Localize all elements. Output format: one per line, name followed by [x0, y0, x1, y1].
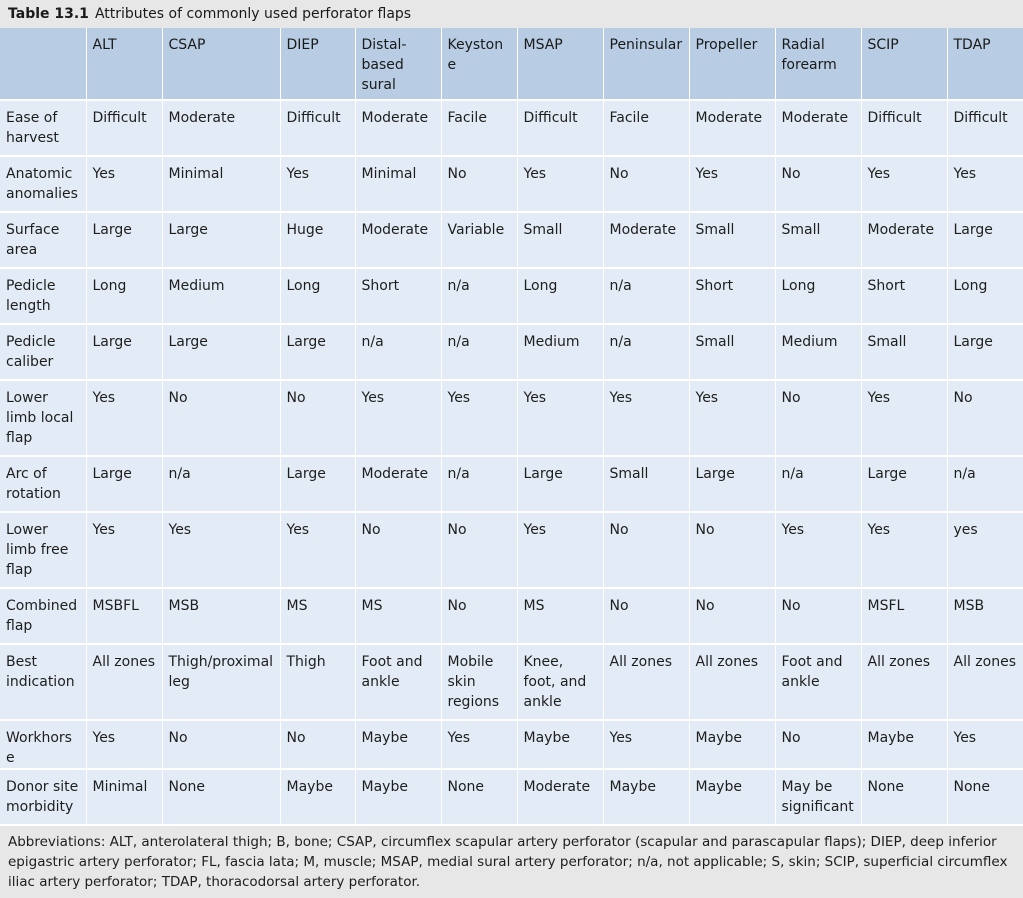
table-cell: Maybe	[355, 720, 441, 769]
row-header: Lower limb free flap	[0, 512, 86, 588]
table-cell: No	[947, 380, 1023, 456]
table-cell: Small	[775, 212, 861, 268]
table-cell: MSBFL	[86, 588, 162, 644]
table-cell: No	[689, 588, 775, 644]
table-cell: Yes	[441, 380, 517, 456]
row-header: Lower limb local flap	[0, 380, 86, 456]
table-cell: MSFL	[861, 588, 947, 644]
column-header: ALT	[86, 28, 162, 100]
table-cell: Moderate	[355, 212, 441, 268]
table-cell: Maybe	[517, 720, 603, 769]
table-cell: n/a	[947, 456, 1023, 512]
table-cell: No	[280, 720, 355, 769]
column-header: Peninsular	[603, 28, 689, 100]
row-header: Pedicle length	[0, 268, 86, 324]
table-row	[0, 769, 1023, 825]
table-cell: Facile	[603, 100, 689, 156]
table-cell: n/a	[355, 324, 441, 380]
row-header: Combined flap	[0, 588, 86, 644]
table-cell: Long	[517, 268, 603, 324]
table-cell: Yes	[861, 380, 947, 456]
table-row	[0, 588, 1023, 644]
table-cell: Difficult	[86, 100, 162, 156]
table-cell: No	[441, 156, 517, 212]
table-cell: Small	[517, 212, 603, 268]
row-header: Best indication	[0, 644, 86, 720]
table-cell: Difficult	[861, 100, 947, 156]
table-cell: Foot and ankle	[775, 644, 861, 720]
abbreviations-footnote: Abbreviations: ALT, anterolateral thigh; B, bone; CSAP, circumflex scapular artery perforator (scapular and parascapular flaps); DIEP, deep inferior epigastric artery perforator; FL, fascia lata; M, muscle; MSAP, medial sural artery perforator; n/a, not applicable; S, skin; SCIP, superficial circumflex iliac artery perforator; TDAP, thoracodorsal artery perforator.	[0, 826, 1023, 898]
table-cell: No	[441, 512, 517, 588]
table-cell: Medium	[162, 268, 280, 324]
table-cell: No	[775, 588, 861, 644]
table-cell: MSB	[947, 588, 1023, 644]
table-cell: MSB	[162, 588, 280, 644]
table-cell: MS	[355, 588, 441, 644]
table-cell: Medium	[775, 324, 861, 380]
table-cell: Moderate	[689, 100, 775, 156]
table-row	[0, 512, 1023, 588]
table-cell: n/a	[441, 456, 517, 512]
row-header: Arc of rotation	[0, 456, 86, 512]
table-row	[0, 268, 1023, 324]
table-cell: n/a	[441, 324, 517, 380]
table-cell: Maybe	[689, 769, 775, 825]
table-cell: n/a	[162, 456, 280, 512]
table-cell: Yes	[86, 512, 162, 588]
table-cell: Variable	[441, 212, 517, 268]
table-cell: May be significant	[775, 769, 861, 825]
table-cell: Large	[861, 456, 947, 512]
table-cell: Small	[861, 324, 947, 380]
table-cell: None	[947, 769, 1023, 825]
table-row	[0, 644, 1023, 720]
table-cell: Yes	[355, 380, 441, 456]
table-cell: Difficult	[280, 100, 355, 156]
table-cell: Large	[280, 324, 355, 380]
table-cell: Yes	[947, 720, 1023, 769]
table-cell: Mobile skin regions	[441, 644, 517, 720]
table-cell: Long	[86, 268, 162, 324]
table-cell: Large	[86, 456, 162, 512]
row-header: Pedicle caliber	[0, 324, 86, 380]
table-cell: Thigh	[280, 644, 355, 720]
table-number: Table 13.1	[8, 6, 89, 22]
table-row	[0, 456, 1023, 512]
table-cell: Minimal	[162, 156, 280, 212]
table-cell: Yes	[280, 156, 355, 212]
table-cell: Short	[689, 268, 775, 324]
table-cell: Yes	[441, 720, 517, 769]
table-cell: No	[162, 380, 280, 456]
row-header: Workhorse	[0, 720, 86, 769]
table-cell: No	[775, 720, 861, 769]
table-row	[0, 720, 1023, 769]
table-cell: Large	[86, 212, 162, 268]
table-cell: None	[861, 769, 947, 825]
table-body	[0, 100, 1023, 825]
column-header: Distal-based sural	[355, 28, 441, 100]
table-cell: Maybe	[355, 769, 441, 825]
table-cell: Moderate	[355, 456, 441, 512]
table-row	[0, 212, 1023, 268]
column-header: DIEP	[280, 28, 355, 100]
table-cell: yes	[947, 512, 1023, 588]
table-cell: n/a	[441, 268, 517, 324]
table-cell: Large	[689, 456, 775, 512]
table-cell: Yes	[603, 720, 689, 769]
table-cell: No	[162, 720, 280, 769]
table-cell: Yes	[517, 512, 603, 588]
table-cell: Medium	[517, 324, 603, 380]
row-header: Donor site morbidity	[0, 769, 86, 825]
table-cell: Moderate	[162, 100, 280, 156]
table-cell: MS	[280, 588, 355, 644]
table-cell: Maybe	[603, 769, 689, 825]
table-cell: Small	[689, 212, 775, 268]
table-row	[0, 100, 1023, 156]
table-cell: Moderate	[861, 212, 947, 268]
table-cell: Moderate	[603, 212, 689, 268]
table-cell: Yes	[86, 720, 162, 769]
table-cell: Yes	[689, 380, 775, 456]
table-cell: Minimal	[86, 769, 162, 825]
table-cell: Moderate	[517, 769, 603, 825]
table-cell: Yes	[517, 156, 603, 212]
table-row	[0, 324, 1023, 380]
table-cell: No	[280, 380, 355, 456]
table-cell: No	[603, 588, 689, 644]
table-row	[0, 380, 1023, 456]
table-cell: n/a	[603, 324, 689, 380]
table-cell: Yes	[947, 156, 1023, 212]
table-cell: Moderate	[775, 100, 861, 156]
table-cell: Large	[280, 456, 355, 512]
table-cell: All zones	[861, 644, 947, 720]
column-header: CSAP	[162, 28, 280, 100]
table-cell: Difficult	[517, 100, 603, 156]
column-header: Propeller	[689, 28, 775, 100]
table-cell: Yes	[775, 512, 861, 588]
table-cell: Large	[947, 324, 1023, 380]
table-cell: No	[775, 156, 861, 212]
table-cell: Difficult	[947, 100, 1023, 156]
table-cell: Yes	[86, 156, 162, 212]
table-cell: n/a	[775, 456, 861, 512]
table-cell: All zones	[689, 644, 775, 720]
row-header: Surface area	[0, 212, 86, 268]
table-cell: No	[603, 512, 689, 588]
table-cell: Thigh/proximal leg	[162, 644, 280, 720]
column-header: TDAP	[947, 28, 1023, 100]
table-cell: No	[441, 588, 517, 644]
table-cell: No	[775, 380, 861, 456]
table-title: Attributes of commonly used perforator flaps	[94, 6, 412, 22]
table-cell: Large	[947, 212, 1023, 268]
table-cell: No	[603, 156, 689, 212]
column-header-attribute	[0, 28, 86, 100]
table-cell: Large	[162, 212, 280, 268]
column-header: SCIP	[861, 28, 947, 100]
perforator-flaps-table	[0, 28, 1023, 826]
table-cell: Large	[517, 456, 603, 512]
table-cell: None	[162, 769, 280, 825]
table-cell: Short	[861, 268, 947, 324]
table-cell: Long	[280, 268, 355, 324]
table-cell: Knee, foot, and ankle	[517, 644, 603, 720]
table-cell: Small	[689, 324, 775, 380]
column-header: MSAP	[517, 28, 603, 100]
row-header: Ease of harvest	[0, 100, 86, 156]
table-cell: n/a	[603, 268, 689, 324]
table-header-row	[0, 28, 1023, 100]
table-cell: Yes	[861, 156, 947, 212]
table-cell: MS	[517, 588, 603, 644]
table-cell: Yes	[162, 512, 280, 588]
table-cell: Moderate	[355, 100, 441, 156]
table-cell: Maybe	[689, 720, 775, 769]
table-cell: No	[689, 512, 775, 588]
table-cell: Yes	[861, 512, 947, 588]
table-cell: All zones	[603, 644, 689, 720]
column-header: Keystone	[441, 28, 517, 100]
table-caption	[0, 0, 1023, 28]
table-cell: Foot and ankle	[355, 644, 441, 720]
table-cell: Large	[86, 324, 162, 380]
table-cell: None	[441, 769, 517, 825]
table-cell: All zones	[947, 644, 1023, 720]
table-cell: Maybe	[280, 769, 355, 825]
table-cell: No	[355, 512, 441, 588]
table-cell: All zones	[86, 644, 162, 720]
table-cell: Small	[603, 456, 689, 512]
row-header: Anatomic anomalies	[0, 156, 86, 212]
table-cell: Facile	[441, 100, 517, 156]
table-row	[0, 156, 1023, 212]
table-cell: Short	[355, 268, 441, 324]
column-header: Radial forearm	[775, 28, 861, 100]
table-cell: Yes	[689, 156, 775, 212]
table-cell: Minimal	[355, 156, 441, 212]
table-cell: Yes	[603, 380, 689, 456]
table-cell: Yes	[280, 512, 355, 588]
table-cell: Long	[775, 268, 861, 324]
table-cell: Huge	[280, 212, 355, 268]
table-cell: Long	[947, 268, 1023, 324]
table-cell: Yes	[86, 380, 162, 456]
table-cell: Maybe	[861, 720, 947, 769]
table-cell: Yes	[517, 380, 603, 456]
table-cell: Large	[162, 324, 280, 380]
